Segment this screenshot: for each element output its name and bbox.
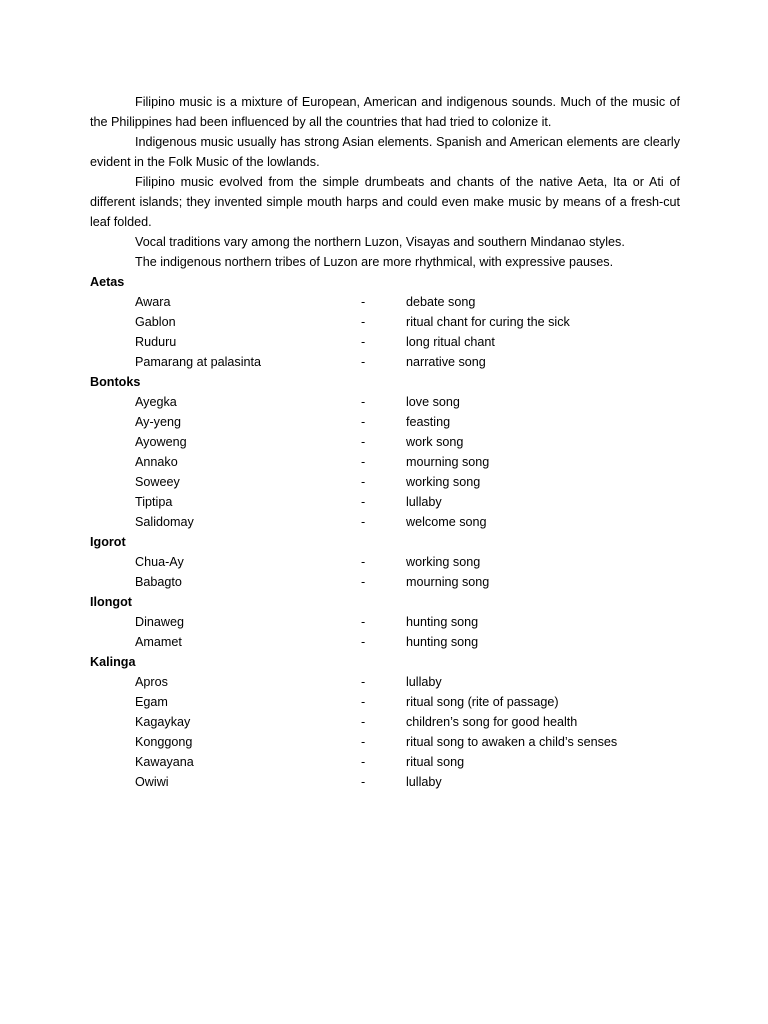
- song-term: Ayoweng: [135, 435, 187, 449]
- song-entry: [90, 312, 680, 332]
- song-entry: [90, 612, 680, 632]
- song-meaning: mourning song: [406, 575, 490, 589]
- song-meaning: narrative song: [406, 355, 486, 369]
- separator-dash: -: [361, 295, 366, 309]
- song-meaning: love song: [406, 395, 460, 409]
- song-meaning: working song: [406, 475, 481, 489]
- song-meaning: welcome song: [406, 515, 487, 529]
- song-term: Kagaykay: [135, 715, 191, 729]
- separator-dash: -: [361, 455, 366, 469]
- song-term: Dinaweg: [135, 615, 185, 629]
- song-term: Babagto: [135, 575, 182, 589]
- separator-dash: -: [361, 475, 366, 489]
- song-term: Salidomay: [135, 515, 194, 529]
- song-term: Chua-Ay: [135, 555, 184, 569]
- separator-dash: -: [361, 395, 366, 409]
- song-entry: [90, 692, 680, 712]
- separator-dash: -: [361, 775, 366, 789]
- song-term: Kawayana: [135, 755, 194, 769]
- song-entry: [90, 292, 680, 312]
- intro-section: [90, 92, 680, 272]
- song-meaning: mourning song: [406, 455, 490, 469]
- group-heading: Aetas: [90, 275, 125, 289]
- separator-dash: -: [361, 575, 366, 589]
- song-meaning: ritual song (rite of passage): [406, 695, 559, 709]
- song-term: Owiwi: [135, 775, 169, 789]
- song-meaning: ritual chant for curing the sick: [406, 315, 570, 329]
- song-meaning: debate song: [406, 295, 476, 309]
- song-entry: [90, 472, 680, 492]
- song-list: [90, 272, 680, 792]
- song-term: Ruduru: [135, 335, 177, 349]
- song-meaning: feasting: [406, 415, 451, 429]
- song-term: Ayegka: [135, 395, 177, 409]
- separator-dash: -: [361, 555, 366, 569]
- group-heading: Bontoks: [90, 375, 141, 389]
- separator-dash: -: [361, 435, 366, 449]
- separator-dash: -: [361, 495, 366, 509]
- song-entry: [90, 672, 680, 692]
- song-meaning: ritual song to awaken a child’s senses: [406, 735, 618, 749]
- song-entry: [90, 412, 680, 432]
- intro-paragraph: Indigenous music usually has strong Asian elements. Spanish and American elements are clearly evident in the Folk Music of the lowlands.: [90, 135, 680, 169]
- song-term: Tiptipa: [135, 495, 173, 509]
- document-page: [90, 92, 680, 792]
- song-meaning: working song: [406, 555, 481, 569]
- separator-dash: -: [361, 755, 366, 769]
- song-term: Konggong: [135, 735, 193, 749]
- separator-dash: -: [361, 315, 366, 329]
- song-entry: [90, 752, 680, 772]
- song-meaning: work song: [406, 435, 464, 449]
- song-entry: [90, 632, 680, 652]
- song-term: Egam: [135, 695, 168, 709]
- group-heading: Igorot: [90, 535, 126, 549]
- song-term: Awara: [135, 295, 171, 309]
- song-entry: [90, 492, 680, 512]
- separator-dash: -: [361, 695, 366, 709]
- intro-paragraph: Vocal traditions vary among the northern Luzon, Visayas and southern Mindanao styles.: [135, 235, 625, 249]
- song-entry: [90, 432, 680, 452]
- song-entry: [90, 572, 680, 592]
- song-term: Pamarang at palasinta: [135, 355, 262, 369]
- song-meaning: ritual song: [406, 755, 465, 769]
- group-heading: Ilongot: [90, 595, 132, 609]
- song-term: Annako: [135, 455, 178, 469]
- intro-paragraph: The indigenous northern tribes of Luzon are more rhythmical, with expressive pauses.: [135, 255, 614, 269]
- song-term: Gablon: [135, 315, 176, 329]
- song-meaning: hunting song: [406, 635, 479, 649]
- song-entry: [90, 712, 680, 732]
- song-entry: [90, 452, 680, 472]
- song-term: Soweey: [135, 475, 180, 489]
- song-term: Ay-yeng: [135, 415, 181, 429]
- song-meaning: lullaby: [406, 675, 442, 689]
- separator-dash: -: [361, 615, 366, 629]
- song-entry: [90, 512, 680, 532]
- song-entry: [90, 392, 680, 412]
- song-entry: [90, 332, 680, 352]
- separator-dash: -: [361, 675, 366, 689]
- song-entry: [90, 352, 680, 372]
- song-entry: [90, 552, 680, 572]
- song-entry: [90, 732, 680, 752]
- separator-dash: -: [361, 635, 366, 649]
- intro-paragraph: Filipino music is a mixture of European, American and indigenous sounds. Much of the music of the Philippines had been influenced by all the countries that had tried to colonize it.: [90, 95, 680, 129]
- song-meaning: long ritual chant: [406, 335, 495, 349]
- separator-dash: -: [361, 355, 366, 369]
- song-entry: [90, 772, 680, 792]
- song-meaning: hunting song: [406, 615, 479, 629]
- song-term: Amamet: [135, 635, 182, 649]
- song-term: Apros: [135, 675, 168, 689]
- separator-dash: -: [361, 335, 366, 349]
- group-heading: Kalinga: [90, 655, 136, 669]
- song-meaning: lullaby: [406, 495, 442, 509]
- intro-paragraph: Filipino music evolved from the simple drumbeats and chants of the native Aeta, Ita or Ati of different islands; they invented simple mouth harps and could even make music by means of a fresh-cut leaf folded.: [90, 175, 680, 229]
- separator-dash: -: [361, 735, 366, 749]
- separator-dash: -: [361, 515, 366, 529]
- song-meaning: children’s song for good health: [406, 715, 578, 729]
- separator-dash: -: [361, 715, 366, 729]
- separator-dash: -: [361, 415, 366, 429]
- song-meaning: lullaby: [406, 775, 442, 789]
